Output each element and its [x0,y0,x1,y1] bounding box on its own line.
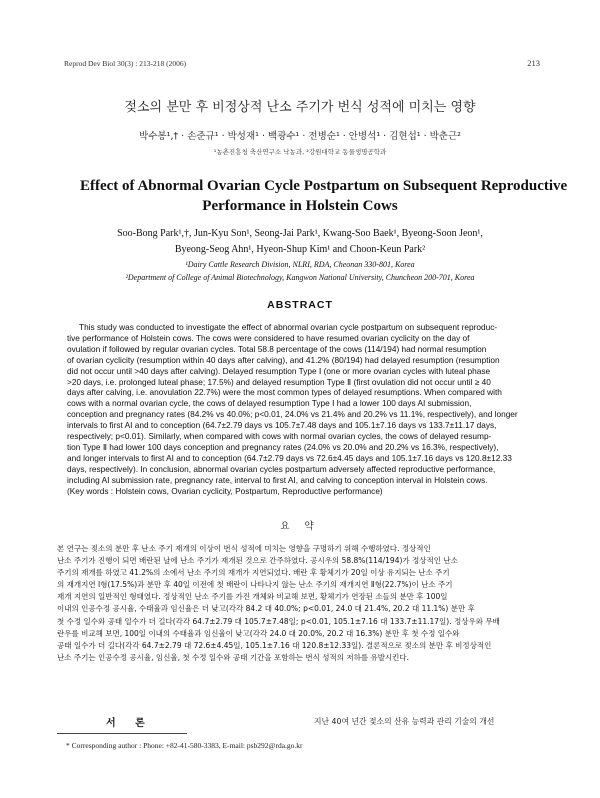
abstract-line: of ovarian cyclicity (resumption within 40 days after calving), and 41.2% (80/194) had delayed resumption (resumption [67,354,500,365]
korean-summary-body [57,543,555,664]
abstract-line: did not occur until >40 days after calving). Delayed resumption Type Ⅰ (one or more ovarian cycles with luteal phase [67,365,491,376]
abstract-line: and longer intervals to first AI and to conception (64.7±2.79 days vs 72.6±4.45 days and 105.1±7.16 days vs 120.8±12.33 [67,452,512,463]
english-authors-line: Byeong-Seog Ahn¹, Hyeon-Shup Kim¹ and Choon-Keun Park² [174,244,426,255]
summary-line: 공태 일수가 더 길다(각각 64.7±2.79 대 72.6±4.45일, 105.1±7.16 대 120.8±12.33일). 결론적으로 젖소의 분만 후 비정상적인 [57,640,492,650]
abstract-keywords: (Key words : Holstein cows, Ovarian cyclicity, Postpartum, Reproductive performance) [67,485,383,496]
summary-line: 난소 주기는 인공수정 공시율, 임신율, 첫 수정 일수와 공태 기간을 포함하는 번식 성적의 저하를 유발시킨다. [57,652,410,662]
summary-line: 이내의 인공수정 공시율, 수태율과 임신율은 더 낮고(각각 84.2 대 40.0%; p<0.01, 24.0 대 21.4%, 20.2 대 11.1%) 분만 후 [57,604,475,614]
english-title-line: Performance in Holstein Cows [202,198,398,214]
korean-affiliations: ¹농촌진흥청 축산연구소 낙농과, ²강원대학교 동물생명공학과 [213,148,387,156]
abstract-line: ovulation if followed by regular ovarian cycles. Total 58.8 percentage of the cows (114/194) had normal resumption [67,343,487,354]
abstract-body [67,322,541,497]
abstract-line: intervals to first AI and to conception (64.7±2.79 days vs 105.7±7.48 days and 105.1±7.16 days vs 133.7±11.17 days, [67,420,497,431]
page-number: 213 [527,58,540,68]
abstract-line: days, respectively). In conclusion, abnormal ovarian cycles postpartum adversely affected reproductive performance, [67,463,496,474]
abstract-line: including AI submission rate, pregnancy rate, interval to first AI, and calving to conception interval in Holstein cows. [67,474,488,485]
english-affiliation-line: ¹Dairy Cattle Research Division, NLRI, RDA, Cheonan 330-801, Korea [185,260,415,269]
english-title-line: Effect of Abnormal Ovarian Cycle Postpartum on Subsequent Reproductive [80,178,568,194]
english-authors [60,226,540,258]
summary-line: 본 연구는 젖소의 분만 후 난소 주기 재개의 이상이 번식 성적에 미치는 영향을 구명하기 위해 수행하였다. 정상적인 [57,544,431,553]
korean-summary-heading: 요 약 [280,521,320,532]
english-affiliations [40,258,560,284]
summary-line: 란우를 비교해 보면, 100일 이내의 수태율과 임신율이 낮고(각각 24.0 대 20.0%, 20.2 대 16.3%) 분만 후 첫 수정 일수와 [57,628,460,638]
abstract-line: tive performance of Holstein cows. The cows were considered to have resumed ovarian cyclicity on the day of [67,332,470,343]
summary-line: 의 재개지연 Ⅰ형(17.5%)과 분만 후 40일 이전에 첫 배란이 나타나지 않는 난소 주기의 재개지연 Ⅱ형(22.7%)이 난소 주기 [57,580,453,590]
abstract-line: tion Type Ⅱ had lower 100 days conception and pregnancy rates (24.0% vs 20.0% and 20.2% vs 16.3%, respectively), [67,441,499,452]
abstract-line: >20 days, i.e. prolonged luteal phase; 17.5%) and delayed resumption Type Ⅱ (first ovulation did not occur until ≥ 40 [67,376,491,387]
abstract-line: conception and pregnancy rates (84.2% vs 40.0%; p<0.01, 24.0% vs 21.4% and 20.2% vs 11.1%, respectively), and longer [67,409,518,420]
english-affiliation-line: ²Department of College of Animal Biotechnology, Kangwon National University, Chuncheon 200-701, Korea [125,273,475,282]
summary-line: 재개 지연의 일반적인 형태였다. 정상적인 난소 주기를 가진 개체와 비교해 보면, 황체기가 연장된 소들의 분만 후 100일 [57,592,448,602]
korean-authors: 박수봉¹,† · 손준규¹ · 박성재¹ · 백광수¹ · 전병순¹ · 안병석¹ · 김현섭¹ · 박춘근² [139,131,461,142]
english-title [80,176,568,216]
running-head: Reprod Dev Biol 30(3) : 213-218 (2006) [64,59,187,68]
introduction-first-line: 지난 40여 년간 젖소의 산유 능력과 관리 기술의 개선 [314,717,495,726]
summary-line: 난소 주기가 진행이 되면 배란된 날에 난소 주기가 재개된 것으로 간주하였다. 공시우의 58.8%(114/194)가 정상적인 난소 [57,556,458,566]
abstract-line: respectively; p<0.01). Similarly, when compared with cows with normal ovarian cycles, the cows of delayed resump- [67,431,492,442]
summary-line: 주기의 재개를 하였고 41.2%의 소에서 난소 주기의 재개가 지연되었다. 배란 후 황체기가 20일 이상 유지되는 난소 주기 [57,568,450,578]
summary-line: 첫 수정 일수와 공태 일수가 더 길다(각각 64.7±2.79 대 105.7±7.48일; p<0.01, 105.1±7.16 대 133.7±11.17일). 정상우와 무배 [57,616,500,626]
abstract-line: cows with a normal ovarian cycle, the cows of delayed resumption Type Ⅰ had a lower 100 days AI submission, [67,398,472,409]
introduction-heading: 서 론 [106,718,153,729]
abstract-line: This study was conducted to investigate the effect of abnormal ovarian cycle postpartum on subsequent reproduc- [79,322,498,332]
abstract-line: days after calving, i.e. anovulation 22.7%) were the most common types of delayed resumptions. When compared with [67,387,502,398]
corresponding-author-footnote: * Corresponding author : Phone: +82-41-580-3383, E-mail: psb292@rda.go.kr [66,741,303,750]
footnote-divider [57,733,187,734]
english-authors-line: Soo-Bong Park¹,†, Jun-Kyu Son¹, Seong-Jai Park¹, Kwang-Soo Baek¹, Byeong-Soon Jeon¹, [117,228,483,239]
abstract-heading: ABSTRACT [267,299,333,311]
korean-title: 젖소의 분만 후 비정상적 난소 주기가 번식 성적에 미치는 영향 [124,100,476,115]
